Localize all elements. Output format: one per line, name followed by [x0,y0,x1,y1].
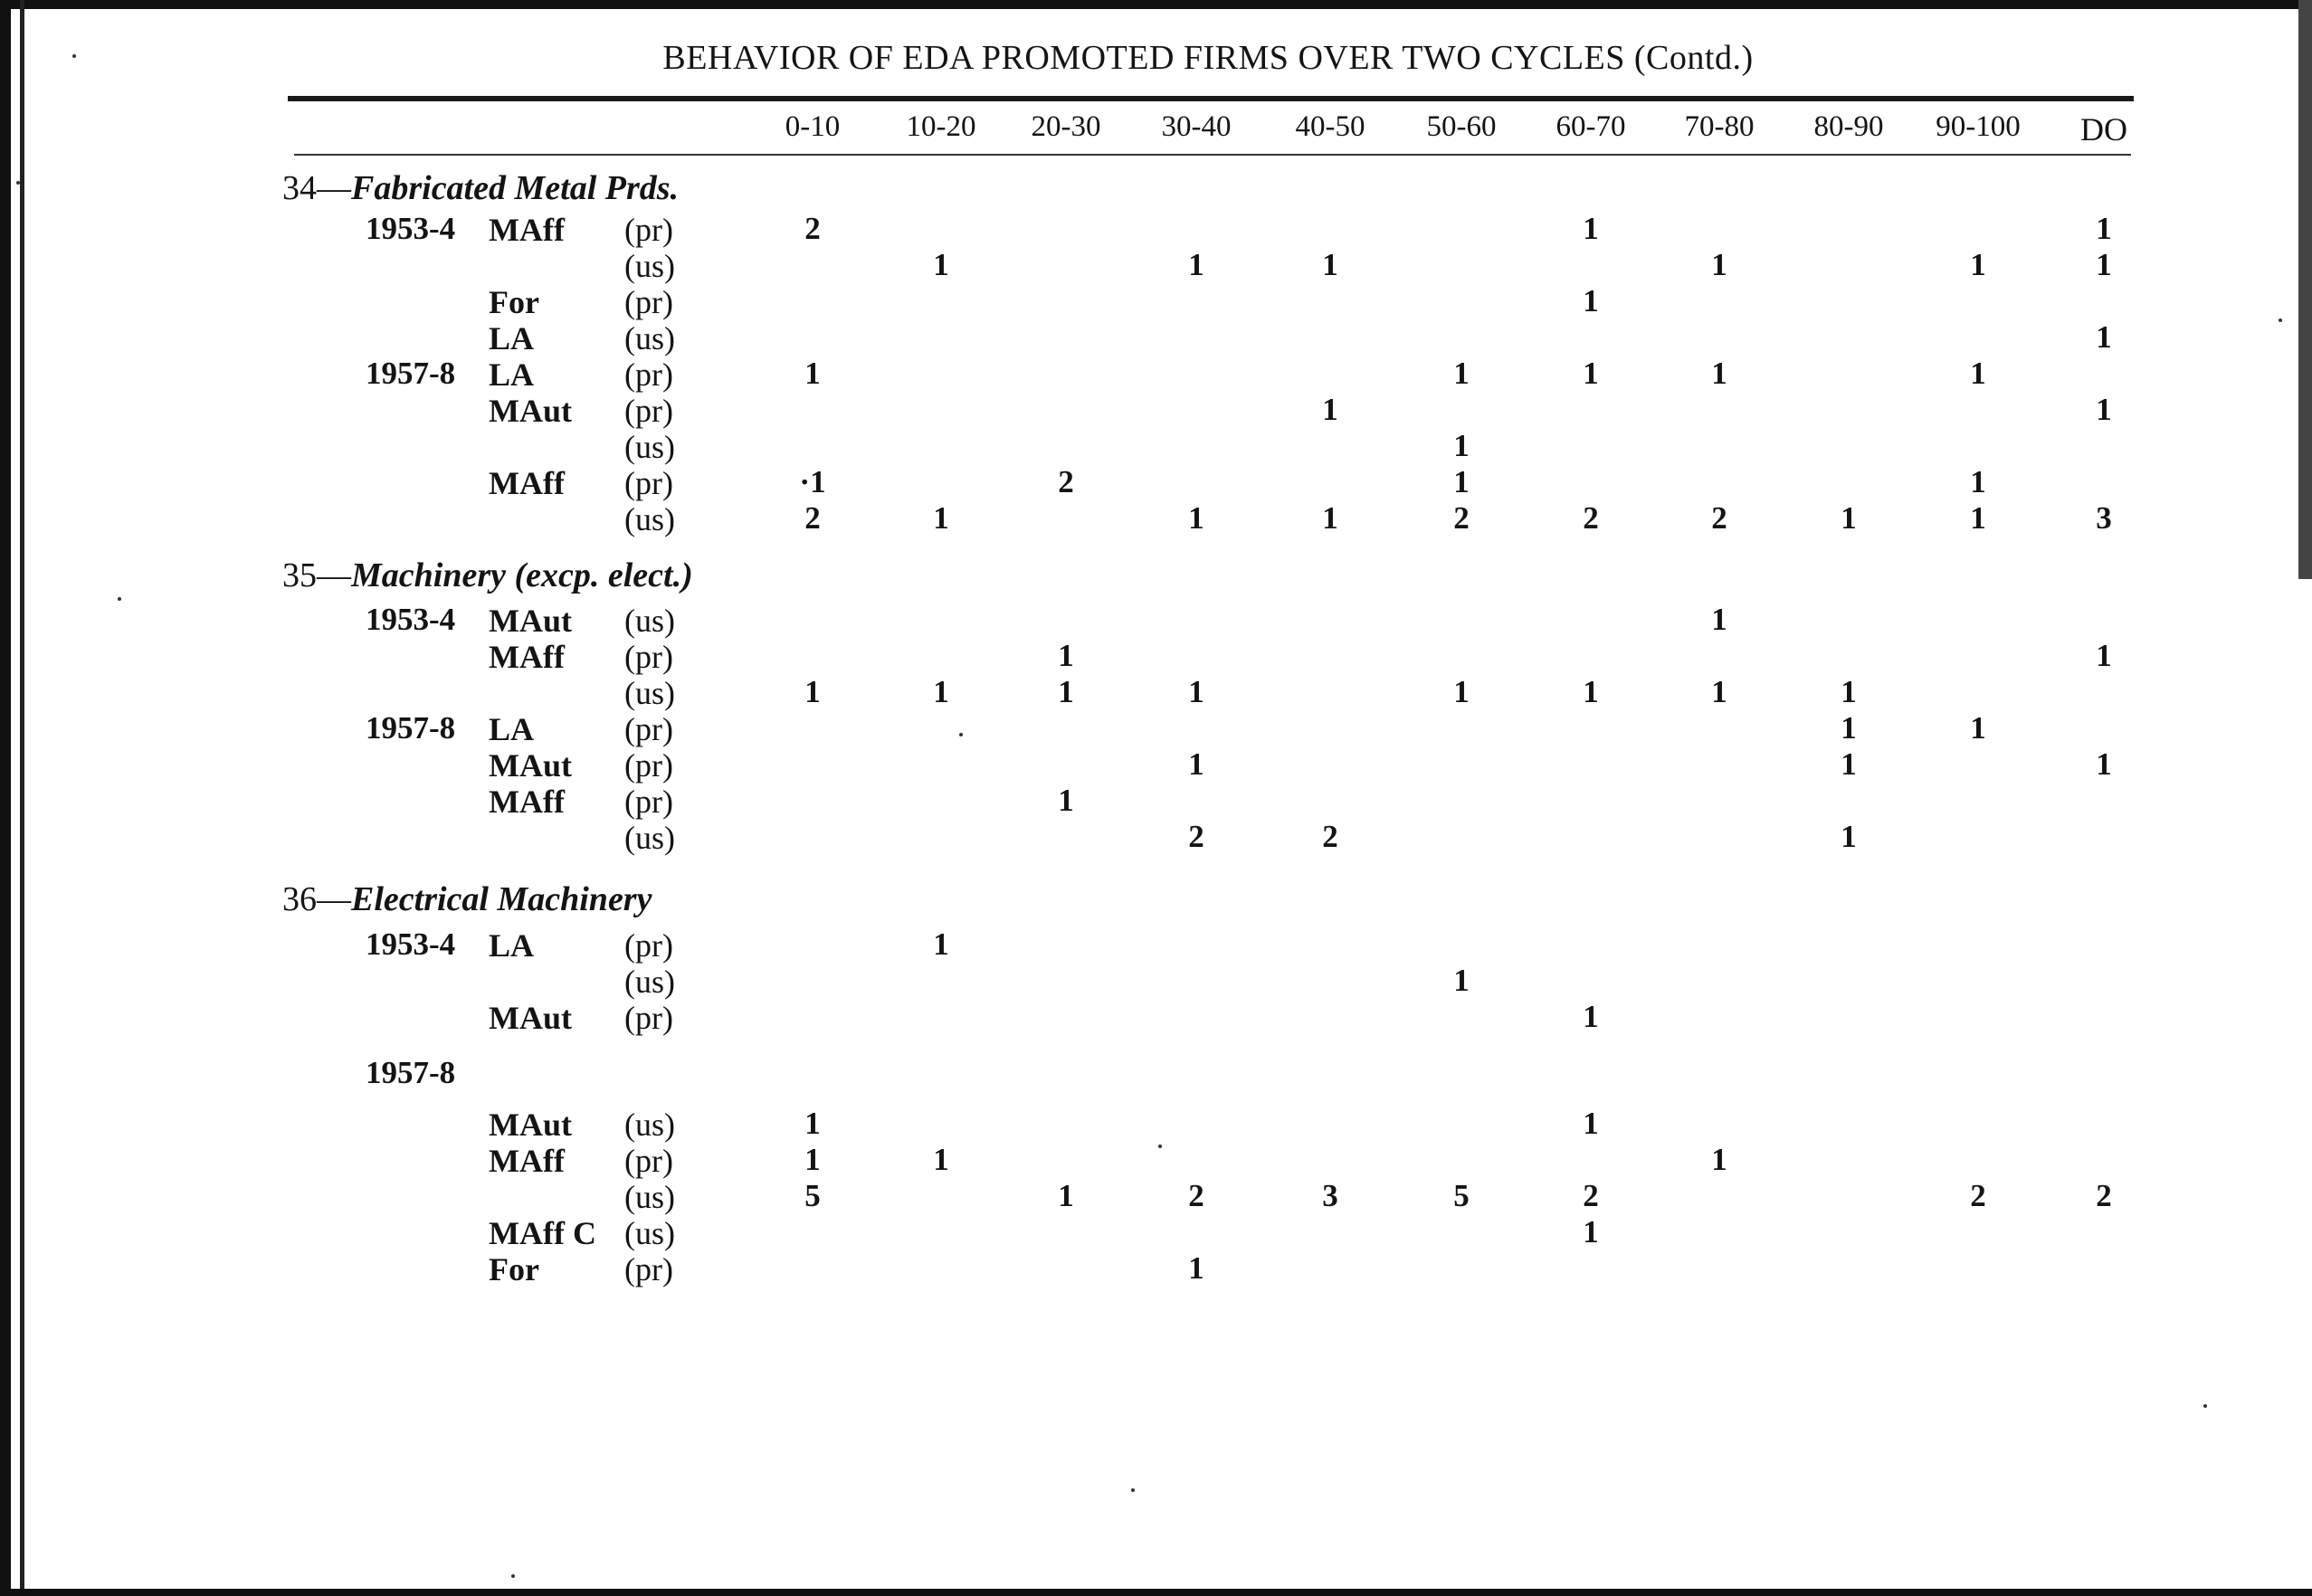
table-cell: 1 [2096,319,2112,355]
table-cell: 1 [1322,500,1338,536]
header-rule [294,154,2131,156]
section-dash: — [317,556,351,594]
table-cell: 1 [933,674,949,709]
column-header: 30-40 [1161,110,1232,143]
scan-speck [2279,318,2282,322]
table-cell: 1 [1711,1142,1727,1177]
row-group: MAff [489,784,565,820]
section-number: 36 [282,880,317,918]
table-cell: ·1 [799,464,826,499]
row-year: 1957-8 [366,356,456,391]
row-type: (pr) [624,284,673,320]
table-cell: 1 [1453,674,1470,709]
table-cell: 1 [1841,710,1857,746]
table-cell: 1 [2096,247,2112,282]
row-type: (us) [624,429,675,465]
row-type: (us) [624,1179,675,1215]
table-cell: 1 [933,926,949,962]
scan-border-left-inner [20,0,24,1596]
table-cell: 1 [1322,392,1338,427]
table-cell: 1 [1841,674,1857,709]
table-cell: 3 [1322,1178,1338,1213]
row-type: (pr) [624,393,673,429]
table-cell: 1 [933,1142,949,1177]
table-cell: 1 [804,674,821,709]
row-year: 1957-8 [366,1055,456,1090]
row-group: MAff [489,465,565,501]
page-title: BEHAVIOR OF EDA PROMOTED FIRMS OVER TWO CYCLES (Contd.) [662,39,1754,77]
row-type: (pr) [624,711,673,747]
table-cell: 2 [1583,500,1599,536]
table-cell: 1 [1188,500,1204,536]
row-group: MAff [489,639,565,675]
row-type: (pr) [624,465,673,501]
row-type: (us) [624,1215,675,1251]
column-header: 90-100 [1936,110,2021,143]
section-title [282,879,652,919]
table-cell: 2 [2096,1178,2112,1213]
section-number: 34 [282,169,317,207]
column-header: 60-70 [1556,110,1626,143]
scan-speck [511,1574,515,1578]
row-group: For [489,284,539,320]
table-cell: 1 [1841,500,1857,536]
table-cell: 1 [1711,247,1727,282]
column-header: 0-10 [785,110,841,143]
row-group: MAff [489,212,565,248]
row-group: LA [489,927,535,964]
column-header: 20-30 [1031,110,1101,143]
table-cell: 1 [1841,746,1857,782]
table-cell: 1 [1583,674,1599,709]
table-cell: 5 [804,1178,821,1213]
table-cell: 1 [1453,428,1470,463]
section-number: 35 [282,556,317,594]
table-cell: 1 [1058,638,1074,673]
table-cell: 1 [1188,247,1204,282]
table-cell: 1 [1583,211,1599,246]
section-title [282,168,679,208]
table-cell: 1 [1711,674,1727,709]
scan-border-right [2298,0,2312,579]
table-cell: 1 [804,1106,821,1141]
table-cell: 1 [2096,746,2112,782]
column-header: 50-60 [1426,110,1497,143]
row-type: (us) [624,675,675,711]
row-type: (pr) [624,639,673,675]
row-group: MAut [489,1000,572,1036]
scan-speck [1131,1488,1135,1492]
table-cell: 1 [804,1142,821,1177]
table-cell: 2 [804,211,821,246]
table-cell: 1 [2096,392,2112,427]
table-cell: 1 [933,247,949,282]
row-type: (pr) [624,927,673,964]
table-cell: 1 [1188,746,1204,782]
scan-border-top [0,0,2312,9]
table-cell: 2 [1058,464,1074,499]
table-cell: 1 [1711,602,1727,637]
table-cell: 1 [2096,211,2112,246]
row-year: 1953-4 [366,602,456,637]
table-cell: 1 [1970,710,1986,746]
row-type: (pr) [624,747,673,784]
table-cell: 2 [1970,1178,1986,1213]
row-type: (pr) [624,784,673,820]
row-type: (pr) [624,1143,673,1179]
table-cell: 2 [804,500,821,536]
row-group: LA [489,711,535,747]
section-dash: — [317,169,351,207]
table-cell: 1 [1453,356,1470,391]
row-type: (us) [624,820,675,856]
table-cell: 1 [1841,819,1857,854]
row-type: (us) [624,248,675,284]
column-header: 80-90 [1813,110,1884,143]
table-cell: 1 [1188,674,1204,709]
row-group: MAut [489,603,572,639]
table-cell: 1 [1583,356,1599,391]
scan-speck [1158,1145,1162,1148]
table-cell: 2 [1322,819,1338,854]
row-type: (us) [624,1107,675,1143]
section-title [282,556,693,595]
table-cell: 1 [1970,500,1986,536]
table-cell: 2 [1188,1178,1204,1213]
row-group: MAut [489,393,572,429]
row-year: 1953-4 [366,926,456,962]
table-cell: 1 [1058,783,1074,818]
table-cell: 1 [1583,1214,1599,1249]
scan-speck [118,597,121,601]
column-header: DO [2080,111,2127,147]
row-group: MAff [489,1143,565,1179]
table-cell: 1 [1322,247,1338,282]
table-cell: 5 [1453,1178,1470,1213]
scan-speck [959,733,963,736]
row-group: For [489,1251,539,1287]
table-cell: 1 [804,356,821,391]
table-cell: 1 [1453,464,1470,499]
row-type: (pr) [624,212,673,248]
column-header: 10-20 [906,110,976,143]
column-header: 70-80 [1684,110,1755,143]
scan-border-left [0,0,11,1596]
row-group: MAut [489,747,572,784]
row-type: (us) [624,320,675,356]
table-cell: 1 [1058,674,1074,709]
scan-speck [72,54,76,58]
table-cell: 1 [1058,1178,1074,1213]
row-group: LA [489,356,535,393]
row-type: (pr) [624,356,673,393]
row-group: MAff C [489,1215,596,1251]
row-year: 1953-4 [366,211,456,246]
section-name: Machinery (excp. elect.) [351,556,693,594]
table-cell: 2 [1453,500,1470,536]
row-type: (pr) [624,1000,673,1036]
table-cell: 2 [1188,819,1204,854]
section-dash: — [317,880,351,918]
table-cell: 3 [2096,500,2112,536]
scan-speck [2203,1404,2207,1408]
table-cell: 1 [1583,999,1599,1034]
scan-border-bottom [0,1589,2312,1596]
row-group: LA [489,320,535,356]
table-cell: 1 [1970,464,1986,499]
section-name: Fabricated Metal Prds. [351,169,680,207]
section-name: Electrical Machinery [351,880,652,918]
table-cell: 1 [1583,1106,1599,1141]
table-cell: 2 [1711,500,1727,536]
table-cell: 1 [1970,356,1986,391]
table-cell: 2 [1583,1178,1599,1213]
table-cell: 1 [2096,638,2112,673]
scan-speck [16,181,20,185]
table-cell: 1 [1970,247,1986,282]
table-cell: 1 [1711,356,1727,391]
row-year: 1957-8 [366,710,456,746]
row-type: (us) [624,603,675,639]
row-group: MAut [489,1107,572,1143]
row-type: (us) [624,964,675,1000]
row-type: (us) [624,501,675,537]
table-cell: 1 [1188,1250,1204,1286]
column-header: 40-50 [1295,110,1365,143]
table-cell: 1 [1583,283,1599,318]
title-rule [288,96,2134,101]
table-cell: 1 [933,500,949,536]
table-cell: 1 [1453,963,1470,998]
row-type: (pr) [624,1251,673,1287]
